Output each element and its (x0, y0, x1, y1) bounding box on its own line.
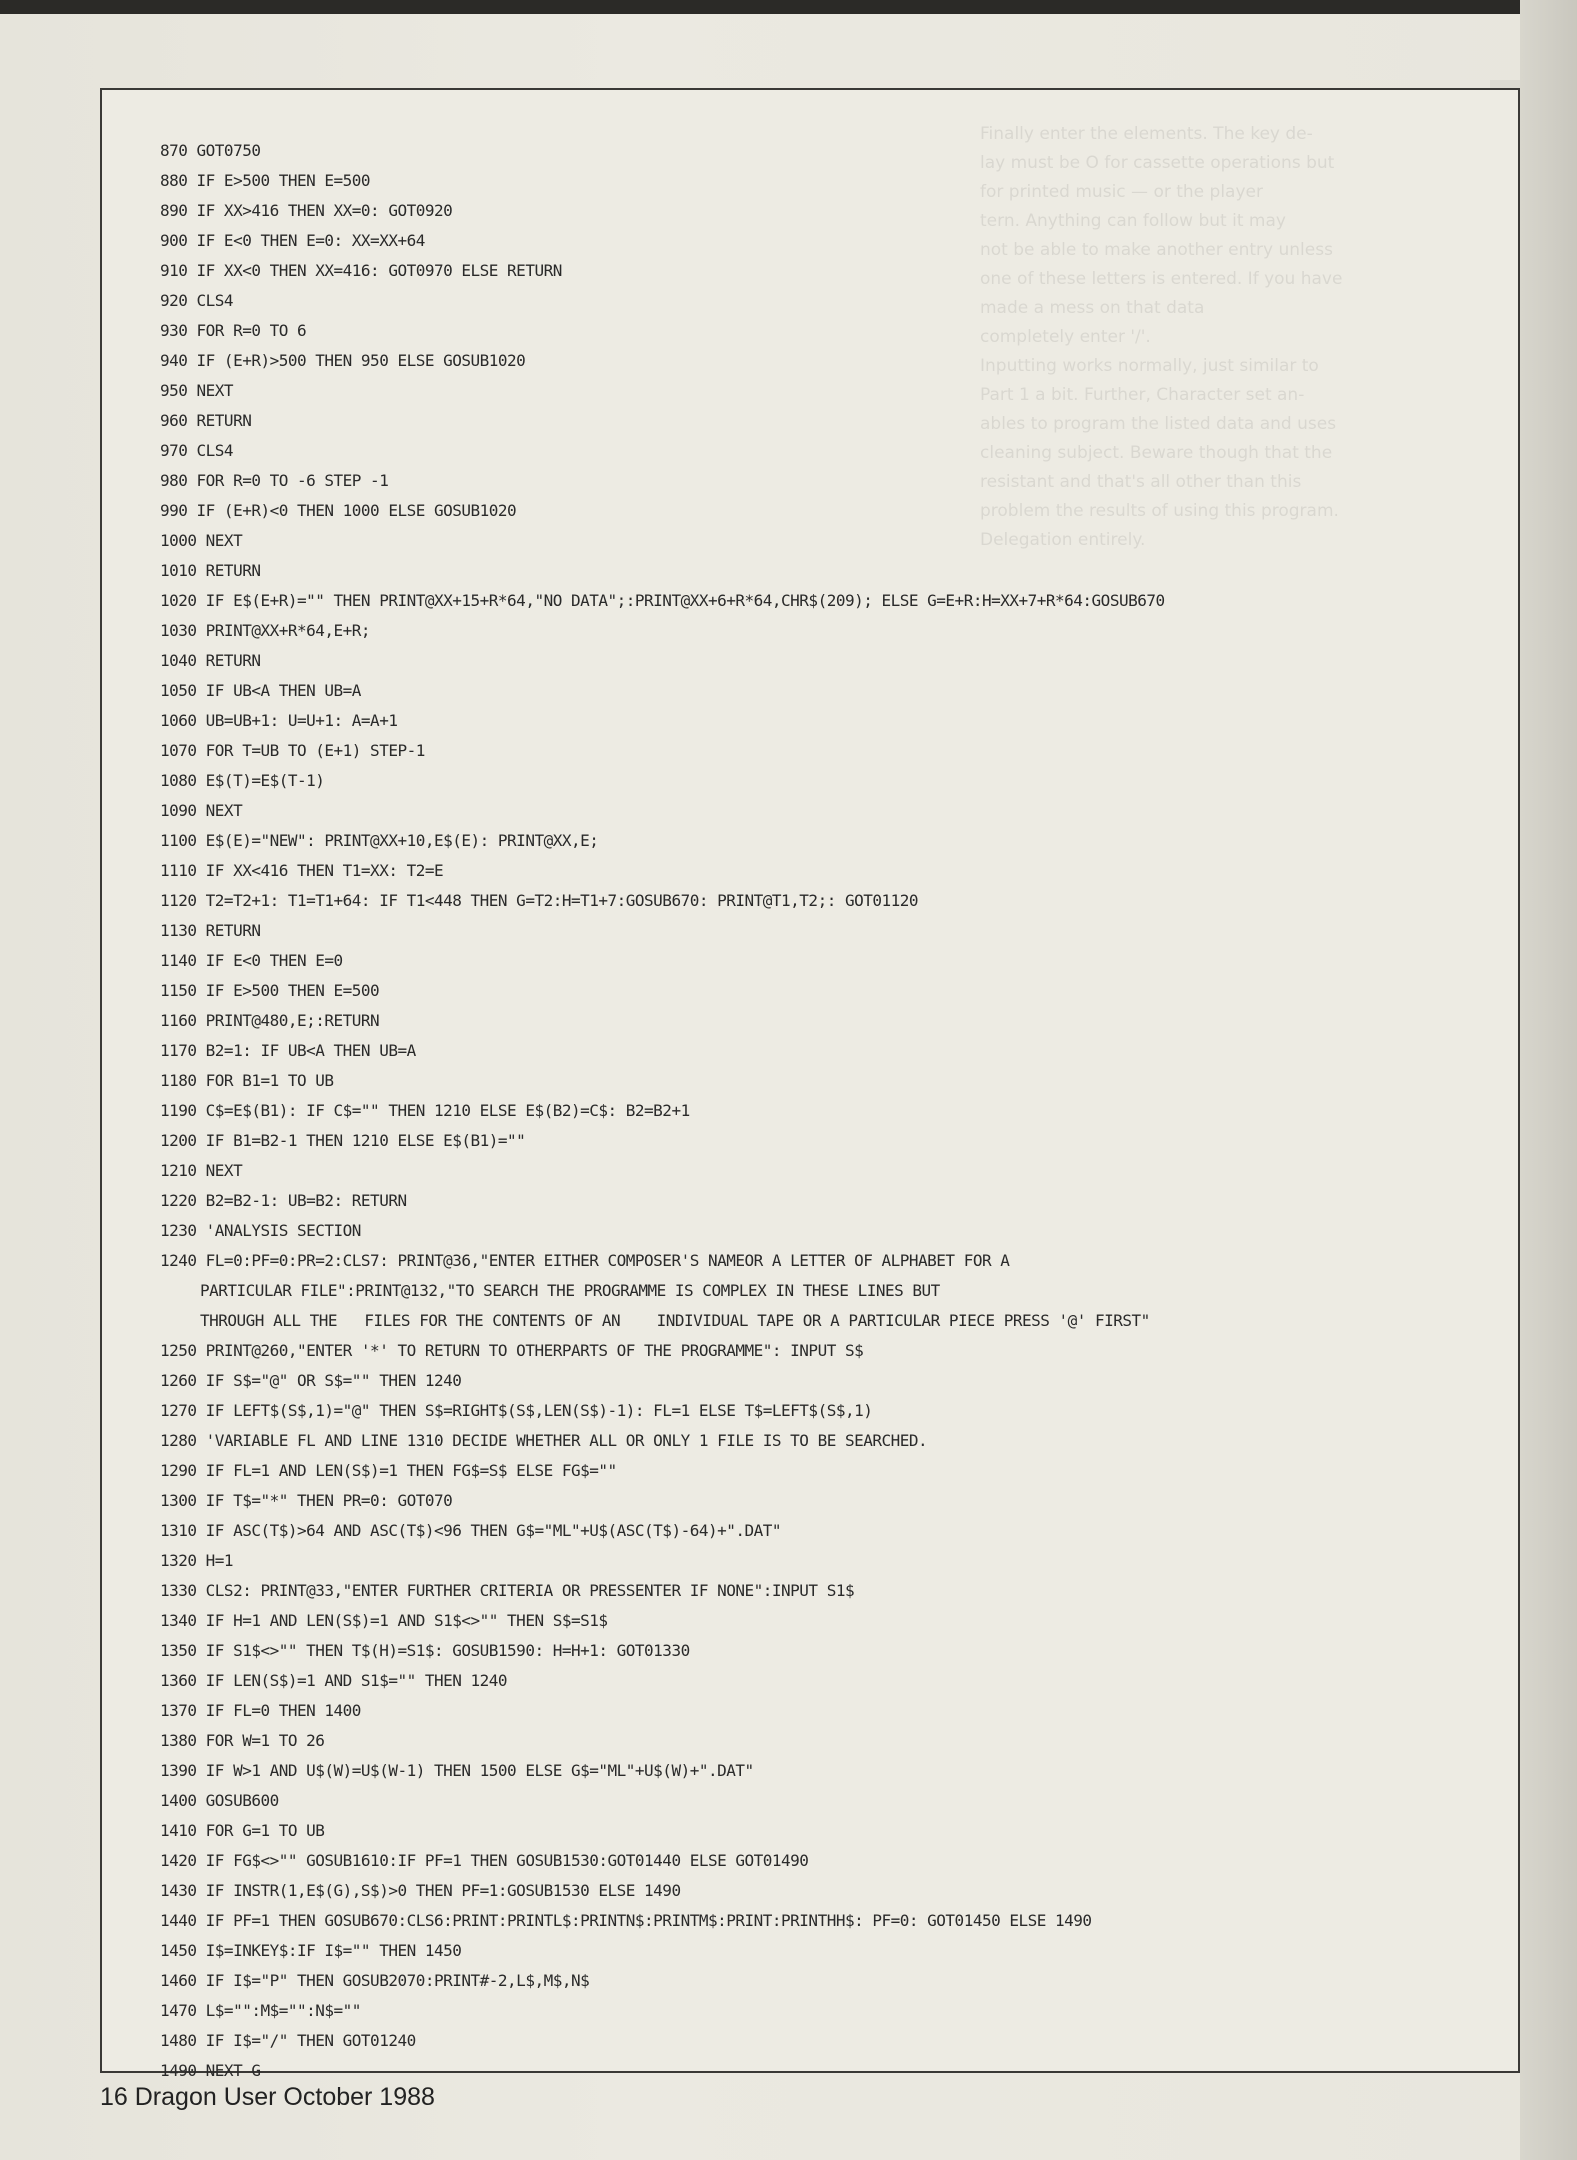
code-line: 1040 RETURN (160, 651, 261, 670)
code-line: 1270 IF LEFT$(S$,1)="@" THEN S$=RIGHT$(S$,LEN(S$)-1): FL=1 ELSE T$=LEFT$(S$,1) (160, 1401, 873, 1420)
ghost-line: Delegation entirely. (980, 530, 1146, 550)
code-line: 1120 T2=T2+1: T1=T1+64: IF T1<448 THEN G=T2:H=T1+7:GOSUB670: PRINT@T1,T2;: GOT01120 (160, 891, 919, 910)
code-line: 1170 B2=1: IF UB<A THEN UB=A (160, 1041, 416, 1060)
code-line: 990 IF (E+R)<0 THEN 1000 ELSE GOSUB1020 (160, 501, 517, 520)
code-line: 1260 IF S$="@" OR S$="" THEN 1240 (160, 1371, 462, 1390)
code-line: 1490 NEXT G (160, 2061, 261, 2080)
code-line: 910 IF XX<0 THEN XX=416: GOT0970 ELSE RETURN (160, 261, 562, 280)
code-line: 1410 FOR G=1 TO UB (160, 1821, 325, 1840)
code-line: 1140 IF E<0 THEN E=0 (160, 951, 343, 970)
code-line: 1280 'VARIABLE FL AND LINE 1310 DECIDE WHETHER ALL OR ONLY 1 FILE IS TO BE SEARCHED. (160, 1431, 928, 1450)
code-line: 970 CLS4 (160, 441, 234, 460)
code-line: 1190 C$=E$(B1): IF C$="" THEN 1210 ELSE E$(B2)=C$: B2=B2+1 (160, 1101, 690, 1120)
code-line: 890 IF XX>416 THEN XX=0: GOT0920 (160, 201, 453, 220)
code-line: 1220 B2=B2-1: UB=B2: RETURN (160, 1191, 407, 1210)
code-line: 900 IF E<0 THEN E=0: XX=XX+64 (160, 231, 425, 250)
code-line: 1090 NEXT (160, 801, 243, 820)
ghost-line: one of these letters is entered. If you have (980, 269, 1343, 289)
code-line: 1360 IF LEN(S$)=1 AND S1$="" THEN 1240 (160, 1671, 508, 1690)
code-line: 1310 IF ASC(T$)>64 AND ASC(T$)<96 THEN G$="ML"+U$(ASC(T$)-64)+".DAT" (160, 1521, 782, 1540)
code-line: 1340 IF H=1 AND LEN(S$)=1 AND S1$<>"" THEN S$=S1$ (160, 1611, 608, 1630)
code-line: 1420 IF FG$<>"" GOSUB1610:IF PF=1 THEN GOSUB1530:GOT01440 ELSE GOT01490 (160, 1851, 809, 1870)
code-line: 1100 E$(E)="NEW": PRINT@XX+10,E$(E): PRINT@XX,E; (160, 831, 599, 850)
code-line: 1440 IF PF=1 THEN GOSUB670:CLS6:PRINT:PRINTL$:PRINTN$:PRINTM$:PRINT:PRINTHH$: PF=0: GOT01450 ELSE 1490 (160, 1911, 1092, 1930)
code-line: PARTICULAR FILE":PRINT@132,"TO SEARCH THE PROGRAMME IS COMPLEX IN THESE LINES BUT (200, 1281, 940, 1300)
code-line: 1030 PRINT@XX+R*64,E+R; (160, 621, 371, 640)
code-line: 1450 I$=INKEY$:IF I$="" THEN 1450 (160, 1941, 462, 1960)
code-line: 960 RETURN (160, 411, 252, 430)
code-line: 880 IF E>500 THEN E=500 (160, 171, 371, 190)
code-line: 1390 IF W>1 AND U$(W)=U$(W-1) THEN 1500 ELSE G$="ML"+U$(W)+".DAT" (160, 1761, 754, 1780)
page-footer: 16 Dragon User October 1988 (100, 2083, 435, 2111)
code-line: 940 IF (E+R)>500 THEN 950 ELSE GOSUB1020 (160, 351, 526, 370)
code-line: 1070 FOR T=UB TO (E+1) STEP-1 (160, 741, 425, 760)
code-line: 1180 FOR B1=1 TO UB (160, 1071, 334, 1090)
code-line: 1480 IF I$="/" THEN GOT01240 (160, 2031, 416, 2050)
ghost-line: Finally enter the elements. The key de- (980, 124, 1313, 144)
code-line: 1240 FL=0:PF=0:PR=2:CLS7: PRINT@36,"ENTER EITHER COMPOSER'S NAMEOR A LETTER OF ALPHABET FOR A (160, 1251, 1010, 1270)
basic-code-listing (160, 136, 1500, 2086)
code-line: 1000 NEXT (160, 531, 243, 550)
ghost-line: not be able to make another entry unless (980, 240, 1333, 260)
code-line: 1250 PRINT@260,"ENTER '*' TO RETURN TO OTHERPARTS OF THE PROGRAMME": INPUT S$ (160, 1341, 864, 1360)
code-line: 1060 UB=UB+1: U=U+1: A=A+1 (160, 711, 398, 730)
ghost-line: resistant and that's all other than this (980, 472, 1302, 492)
code-line: 980 FOR R=0 TO -6 STEP -1 (160, 471, 389, 490)
ghost-line: made a mess on that data (980, 298, 1205, 318)
code-line: 1470 L$="":M$="":N$="" (160, 2001, 361, 2020)
ghost-line: completely enter '/'. (980, 327, 1151, 347)
page-edge (1520, 0, 1577, 2160)
code-line: 1010 RETURN (160, 561, 261, 580)
code-line: 1130 RETURN (160, 921, 261, 940)
ghost-line: Inputting works normally, just similar to (980, 356, 1319, 376)
code-line: 1050 IF UB<A THEN UB=A (160, 681, 361, 700)
ghost-line: ables to program the listed data and uses (980, 414, 1337, 434)
code-line: 1080 E$(T)=E$(T-1) (160, 771, 325, 790)
code-line: 1230 'ANALYSIS SECTION (160, 1221, 361, 1240)
code-line: 1020 IF E$(E+R)="" THEN PRINT@XX+15+R*64,"NO DATA";:PRINT@XX+6+R*64,CHR$(209); ELSE G=E+R:H=XX+7+R*64:GOSUB670 (160, 591, 1165, 610)
code-line: 1200 IF B1=B2-1 THEN 1210 ELSE E$(B1)="" (160, 1131, 526, 1150)
ghost-line: cleaning subject. Beware though that the (980, 443, 1333, 463)
code-line: THROUGH ALL THE FILES FOR THE CONTENTS OF AN INDIVIDUAL TAPE OR A PARTICULAR PIECE PRESS '@' FIRST" (200, 1311, 1150, 1330)
code-line: 920 CLS4 (160, 291, 234, 310)
code-line: 1110 IF XX<416 THEN T1=XX: T2=E (160, 861, 444, 880)
code-line: 950 NEXT (160, 381, 234, 400)
code-line: 1160 PRINT@480,E;:RETURN (160, 1011, 380, 1030)
code-line: 1370 IF FL=0 THEN 1400 (160, 1701, 361, 1720)
scan-top-edge (0, 0, 1577, 14)
ghost-line: tern. Anything can follow but it may (980, 211, 1286, 231)
code-line: 930 FOR R=0 TO 6 (160, 321, 307, 340)
ghost-line: problem the results of using this program. (980, 501, 1339, 521)
code-line: 1330 CLS2: PRINT@33,"ENTER FURTHER CRITERIA OR PRESSENTER IF NONE":INPUT S1$ (160, 1581, 855, 1600)
code-line: 1400 GOSUB600 (160, 1791, 279, 1810)
code-line: 1380 FOR W=1 TO 26 (160, 1731, 325, 1750)
code-line: 870 GOT0750 (160, 141, 261, 160)
code-line: 1210 NEXT (160, 1161, 243, 1180)
code-line: 1290 IF FL=1 AND LEN(S$)=1 THEN FG$=S$ ELSE FG$="" (160, 1461, 617, 1480)
code-line: 1300 IF T$="*" THEN PR=0: GOT070 (160, 1491, 453, 1510)
ghost-line: Part 1 a bit. Further, Character set an- (980, 385, 1305, 405)
ghost-line: for printed music — or the player (980, 182, 1263, 202)
code-line: 1150 IF E>500 THEN E=500 (160, 981, 380, 1000)
code-line: 1350 IF S1$<>"" THEN T$(H)=S1$: GOSUB1590: H=H+1: GOT01330 (160, 1641, 690, 1660)
code-line: 1320 H=1 (160, 1551, 234, 1570)
code-line: 1430 IF INSTR(1,E$(G),S$)>0 THEN PF=1:GOSUB1530 ELSE 1490 (160, 1881, 681, 1900)
code-line: 1460 IF I$="P" THEN GOSUB2070:PRINT#-2,L$,M$,N$ (160, 1971, 590, 1990)
ghost-line: lay must be O for cassette operations but (980, 153, 1335, 173)
